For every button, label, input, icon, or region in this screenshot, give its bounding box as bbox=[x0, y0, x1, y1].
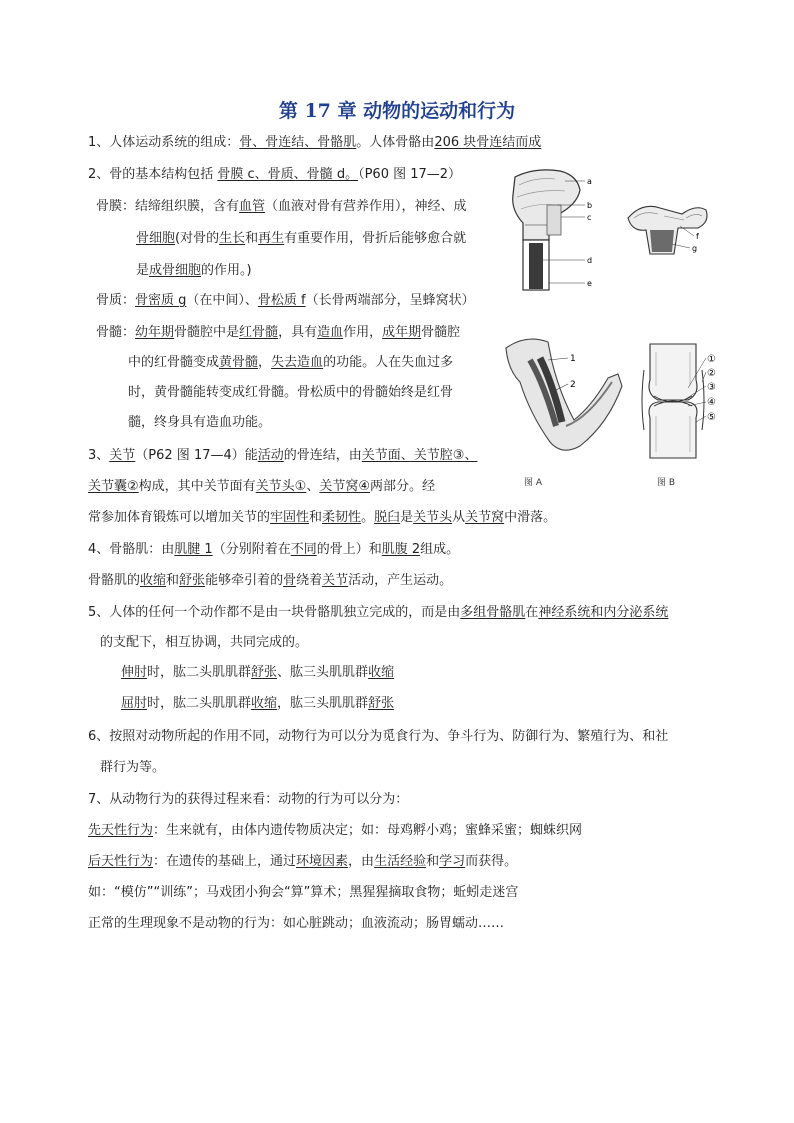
arm-muscle-figure bbox=[500, 334, 628, 460]
text: （分别附着在 bbox=[212, 542, 291, 557]
text-underlined: 关节囊② bbox=[88, 479, 139, 494]
text: 组成。 bbox=[420, 542, 460, 557]
text-underlined: 不同 bbox=[290, 542, 317, 557]
section-3-line-3 bbox=[88, 509, 556, 527]
text: 两部分。经 bbox=[370, 479, 436, 494]
label-g: g bbox=[692, 244, 698, 253]
section-1 bbox=[88, 134, 541, 152]
text: 骨髓腔中是 bbox=[174, 325, 240, 340]
text: ：在遗传的基础上，通过 bbox=[153, 854, 297, 869]
text-underlined: 舒张 bbox=[179, 573, 206, 588]
section-2 bbox=[88, 166, 461, 184]
section-7-line-2 bbox=[88, 822, 582, 840]
label-circle-5: ⑤ bbox=[707, 412, 716, 423]
text: ，由 bbox=[348, 854, 375, 869]
text: 中的红骨髓变成 bbox=[128, 355, 220, 370]
text: 常参加体育锻炼可以增加关节的 bbox=[88, 510, 271, 525]
text-underlined: 舒张 bbox=[368, 696, 395, 711]
section-3-line-1 bbox=[88, 447, 477, 465]
bone-section-figure bbox=[624, 196, 712, 264]
text: 在 bbox=[525, 605, 539, 620]
text: 和 bbox=[166, 573, 180, 588]
text-underlined: 关节面、关节腔③、 bbox=[361, 448, 478, 463]
text-underlined: 收缩 bbox=[368, 665, 395, 680]
section-7-line-3 bbox=[88, 853, 517, 871]
text: ， bbox=[258, 355, 272, 370]
text: 骨质： bbox=[96, 293, 136, 308]
text-underlined: 收缩 bbox=[140, 573, 167, 588]
label-b: b bbox=[587, 201, 593, 210]
periosteum-line-3 bbox=[136, 262, 252, 280]
section-4-line-1 bbox=[88, 541, 459, 559]
label-e: e bbox=[587, 279, 592, 288]
text: ：生来就有，由体内遗传物质决定；如：母鸡孵小鸡；蜜蜂采蜜；蜘蛛织网 bbox=[153, 823, 583, 838]
section-5-line-2: 的支配下，相互协调，共同完成的。 bbox=[100, 635, 309, 650]
text: 而获得。 bbox=[465, 854, 518, 869]
text: 骨髓： bbox=[96, 325, 136, 340]
text: 有重要作用，骨折后能够愈合就 bbox=[284, 231, 467, 246]
joint-figure bbox=[636, 342, 728, 460]
text: （P60 图 17—2） bbox=[358, 167, 462, 182]
text-underlined: 后天性行为 bbox=[88, 854, 154, 869]
text: 4、骨骼肌：由 bbox=[88, 542, 175, 557]
text-underlined: 收缩 bbox=[251, 696, 278, 711]
text-underlined: 血管 bbox=[239, 199, 266, 214]
text-underlined: 活动 bbox=[257, 448, 284, 463]
text-underlined: 牢固性 bbox=[270, 510, 310, 525]
section-6-line-2: 群行为等。 bbox=[100, 760, 166, 775]
text-underlined: 骨 bbox=[283, 573, 297, 588]
text: ，具有 bbox=[278, 325, 318, 340]
text: 的骨连结，由 bbox=[283, 448, 362, 463]
text-underlined: 红骨髓 bbox=[239, 325, 279, 340]
text-underlined: 关节窝④ bbox=[319, 479, 370, 494]
section-6-line-1: 6、按照对动物所起的作用不同，动物行为可以分为觅食行为、争斗行为、防御行为、繁殖行为、和社 bbox=[88, 729, 669, 744]
text-underlined: 成骨细胞 bbox=[149, 263, 202, 278]
text: 2、骨的基本结构包括 bbox=[88, 167, 218, 182]
text: 能够牵引着的 bbox=[205, 573, 284, 588]
section-5-line-4 bbox=[121, 695, 394, 713]
periosteum-line-1 bbox=[96, 198, 467, 216]
text-underlined: 206 块骨连结而成 bbox=[434, 135, 542, 150]
section-4-line-2 bbox=[88, 572, 452, 590]
text: 骨髓腔 bbox=[421, 325, 461, 340]
text: 构成，其中关节面有 bbox=[138, 479, 256, 494]
text: 作用， bbox=[343, 325, 383, 340]
text: （长骨两端部分，呈蜂窝状） bbox=[305, 293, 475, 308]
figure-b-caption: 图 B bbox=[657, 478, 676, 488]
text: 是 bbox=[400, 510, 414, 525]
text-underlined: 生活经验 bbox=[374, 854, 427, 869]
label-circle-3: ③ bbox=[707, 382, 716, 393]
section-5-line-3 bbox=[121, 664, 394, 682]
text-underlined: 关节头 bbox=[413, 510, 453, 525]
text: （血液对骨有营养作用），神经、成 bbox=[265, 199, 467, 214]
long-bone-figure bbox=[505, 165, 605, 295]
text: 。人体骨骼由 bbox=[356, 135, 435, 150]
text: 3、 bbox=[88, 448, 110, 463]
text: 和 bbox=[245, 231, 259, 246]
text: （P62 图 17—4）能 bbox=[135, 448, 258, 463]
text-underlined: 先天性行为 bbox=[88, 823, 154, 838]
label-circle-1: ① bbox=[707, 354, 716, 365]
text-underlined: 失去造血 bbox=[271, 355, 324, 370]
figure-a-caption: 图 A bbox=[524, 478, 543, 488]
text-underlined: 关节头① bbox=[255, 479, 307, 494]
section-5-line-1 bbox=[88, 604, 668, 622]
text-underlined: 肌腹 2 bbox=[381, 542, 421, 557]
page-title: 第 17 章 动物的运动和行为 bbox=[278, 100, 516, 122]
text: 从 bbox=[452, 510, 466, 525]
label-circle-2: ② bbox=[707, 368, 716, 379]
label-f: f bbox=[696, 232, 699, 241]
text-underlined: 柔韧性 bbox=[322, 510, 362, 525]
text-underlined: 再生 bbox=[258, 231, 285, 246]
label-circle-4: ④ bbox=[707, 397, 716, 408]
text: 中滑落。 bbox=[504, 510, 557, 525]
text-underlined: 舒张 bbox=[251, 665, 278, 680]
label-2: 2 bbox=[570, 380, 576, 390]
text-underlined: 屈肘 bbox=[121, 696, 148, 711]
text: 的功能。人在失血过多 bbox=[323, 355, 454, 370]
text-underlined: 幼年期 bbox=[135, 325, 175, 340]
text-underlined: 多组骨骼肌 bbox=[460, 605, 526, 620]
text-underlined: 黄骨髓 bbox=[219, 355, 259, 370]
text: 骨骼肌的 bbox=[88, 573, 141, 588]
bone-substance-line bbox=[96, 292, 475, 310]
text-underlined: 关节 bbox=[322, 573, 349, 588]
text: 5、人体的任何一个动作都不是由一块骨骼肌独立完成的，而是由 bbox=[88, 605, 461, 620]
text: 绕着 bbox=[296, 573, 323, 588]
text: 时，肱二头肌肌群 bbox=[147, 665, 252, 680]
text-underlined: 神经系统和内分泌系统 bbox=[538, 605, 669, 620]
text: 骨膜：结缔组织膜，含有 bbox=[96, 199, 240, 214]
marrow-line-3: 时，黄骨髓能转变成红骨髓。骨松质中的骨髓始终是红骨 bbox=[128, 385, 454, 400]
text: 的骨上）和 bbox=[316, 542, 382, 557]
text-underlined: 成年期 bbox=[382, 325, 422, 340]
text: 和 bbox=[426, 854, 440, 869]
text: 的作用。) bbox=[201, 263, 252, 278]
text-underlined: 肌腱 1 bbox=[174, 542, 213, 557]
periosteum-line-2 bbox=[136, 230, 466, 248]
text-underlined: 伸肘 bbox=[121, 665, 148, 680]
text: 、肱三头肌肌群 bbox=[277, 665, 369, 680]
section-7-line-1: 7、从动物行为的获得过程来看：动物的行为可以分为： bbox=[88, 792, 409, 807]
text: 是 bbox=[136, 263, 150, 278]
text-underlined: 造血 bbox=[317, 325, 344, 340]
text: 时，肱二头肌肌群 bbox=[147, 696, 252, 711]
text: 1、人体运动系统的组成： bbox=[88, 135, 240, 150]
text: ，肱三头肌肌群 bbox=[277, 696, 369, 711]
marrow-line-1 bbox=[96, 324, 460, 342]
text-underlined: 生长 bbox=[219, 231, 246, 246]
text: 。 bbox=[361, 510, 375, 525]
text-underlined: 骨、骨连结、骨骼肌 bbox=[239, 135, 357, 150]
label-1: 1 bbox=[570, 354, 576, 364]
section-7-line-4: 如：“模仿”“训练”；马戏团小狗会“算”算术；黑猩猩摘取食物；蚯蚓走迷宫 bbox=[88, 885, 519, 900]
text-underlined: 骨松质 f bbox=[257, 293, 306, 308]
marrow-line-2 bbox=[128, 354, 453, 372]
text-underlined: 关节 bbox=[109, 448, 136, 463]
text: 活动，产生运动。 bbox=[348, 573, 453, 588]
section-7-line-5: 正常的生理现象不是动物的行为：如心脏跳动；血液流动；肠胃蠕动…… bbox=[88, 916, 505, 931]
text-underlined: 骨密质 g bbox=[135, 293, 187, 308]
label-d: d bbox=[587, 256, 593, 265]
text-underlined: 脱臼 bbox=[374, 510, 401, 525]
label-a: a bbox=[587, 177, 592, 186]
label-c: c bbox=[587, 213, 592, 222]
text: （在中间）、 bbox=[186, 293, 258, 308]
text-underlined: 骨细胞 bbox=[136, 231, 176, 246]
text: 和 bbox=[309, 510, 323, 525]
section-3-line-2 bbox=[88, 478, 435, 496]
text: 、 bbox=[306, 479, 320, 494]
marrow-line-4: 髓，终身具有造血功能。 bbox=[128, 415, 272, 430]
text-underlined: 关节窝 bbox=[465, 510, 505, 525]
text-underlined: 学习 bbox=[439, 854, 466, 869]
text-underlined: 骨膜 c、骨质、骨髓 d。 bbox=[217, 167, 359, 182]
text-underlined: 环境因素 bbox=[296, 854, 349, 869]
text: (对骨的 bbox=[175, 231, 220, 246]
